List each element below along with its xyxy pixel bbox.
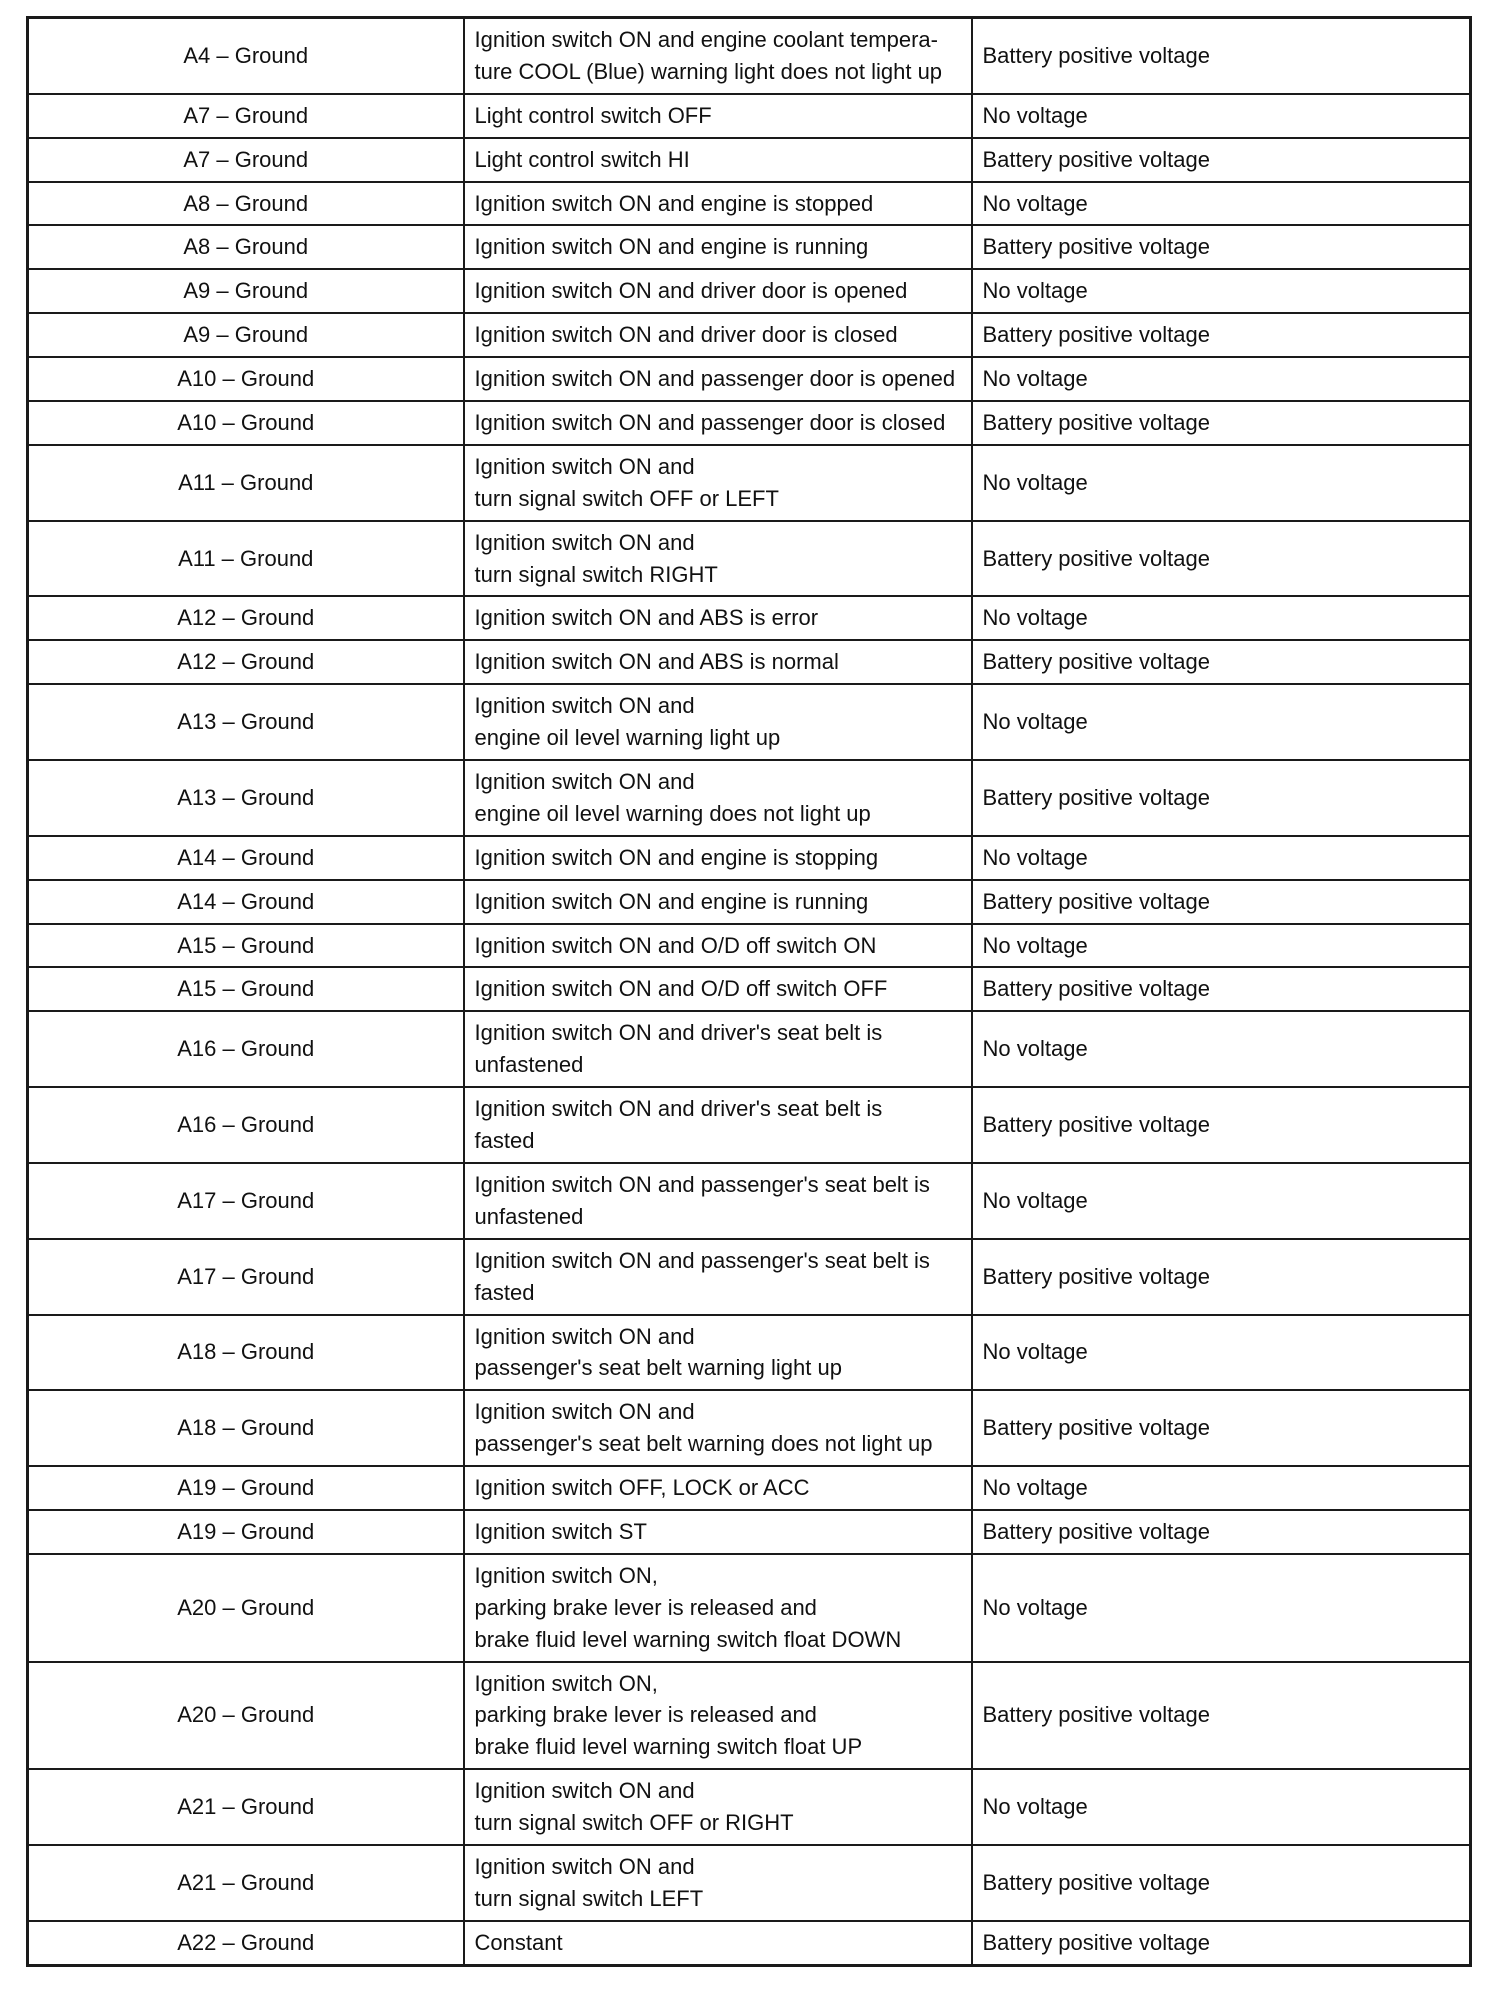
specified-condition-cell: Battery positive voltage [972, 18, 1471, 94]
condition-cell: Ignition switch ON and driver's seat belt is fasted [464, 1087, 972, 1163]
table-row [28, 1510, 1471, 1554]
specified-condition-cell: Battery positive voltage [972, 138, 1471, 182]
table-row [28, 640, 1471, 684]
table-row [28, 760, 1471, 836]
table-row [28, 967, 1471, 1011]
specified-condition-cell: Battery positive voltage [972, 760, 1471, 836]
specified-condition-cell: Battery positive voltage [972, 1390, 1471, 1466]
condition-cell: Ignition switch ON and passenger's seat belt warning light up [464, 1315, 972, 1391]
table-row [28, 1087, 1471, 1163]
table-row [28, 1662, 1471, 1770]
specified-condition-cell: No voltage [972, 684, 1471, 760]
condition-cell: Ignition switch ON and O/D off switch ON [464, 924, 972, 968]
condition-cell: Ignition switch ON and passenger's seat belt warning does not light up [464, 1390, 972, 1466]
condition-cell: Ignition switch ON and driver's seat belt is unfastened [464, 1011, 972, 1087]
condition-cell: Ignition switch ON and passenger's seat belt is unfastened [464, 1163, 972, 1239]
table-row [28, 1769, 1471, 1845]
condition-cell: Ignition switch ON, parking brake lever is released and brake fluid level warning switch float UP [464, 1662, 972, 1770]
table-row [28, 313, 1471, 357]
specified-condition-cell: No voltage [972, 1163, 1471, 1239]
specified-condition-cell: Battery positive voltage [972, 640, 1471, 684]
table-row [28, 1239, 1471, 1315]
terminal-cell: A9 – Ground [28, 313, 464, 357]
table-row [28, 1554, 1471, 1662]
specified-condition-cell: Battery positive voltage [972, 313, 1471, 357]
table-row [28, 357, 1471, 401]
terminal-cell: A16 – Ground [28, 1011, 464, 1087]
condition-cell: Light control switch OFF [464, 94, 972, 138]
table-row [28, 1921, 1471, 1965]
specified-condition-cell: Battery positive voltage [972, 401, 1471, 445]
table-row [28, 1845, 1471, 1921]
condition-cell: Ignition switch ON and engine coolant tempera- ture COOL (Blue) warning light does not light up [464, 18, 972, 94]
condition-cell: Ignition switch ON and engine oil level warning does not light up [464, 760, 972, 836]
specified-condition-cell: Battery positive voltage [972, 1845, 1471, 1921]
condition-cell: Ignition switch ON and engine is stopping [464, 836, 972, 880]
terminal-cell: A8 – Ground [28, 182, 464, 226]
terminal-cell: A21 – Ground [28, 1845, 464, 1921]
table-row [28, 18, 1471, 94]
table-row [28, 596, 1471, 640]
condition-cell: Ignition switch ON, parking brake lever is released and brake fluid level warning switch float DOWN [464, 1554, 972, 1662]
specified-condition-cell: Battery positive voltage [972, 967, 1471, 1011]
specified-condition-cell: Battery positive voltage [972, 1921, 1471, 1965]
terminal-cell: A17 – Ground [28, 1239, 464, 1315]
specified-condition-cell: Battery positive voltage [972, 1662, 1471, 1770]
specified-condition-cell: No voltage [972, 1554, 1471, 1662]
table-row [28, 684, 1471, 760]
condition-cell: Ignition switch ON and driver door is opened [464, 269, 972, 313]
table-row [28, 138, 1471, 182]
condition-cell: Constant [464, 1921, 972, 1965]
specified-condition-cell: No voltage [972, 269, 1471, 313]
terminal-cell: A20 – Ground [28, 1554, 464, 1662]
specified-condition-cell: No voltage [972, 357, 1471, 401]
terminal-cell: A12 – Ground [28, 596, 464, 640]
terminal-cell: A15 – Ground [28, 924, 464, 968]
specified-condition-cell: Battery positive voltage [972, 1239, 1471, 1315]
specified-condition-cell: No voltage [972, 445, 1471, 521]
specified-condition-cell: No voltage [972, 182, 1471, 226]
terminal-cell: A8 – Ground [28, 225, 464, 269]
table-row [28, 182, 1471, 226]
condition-cell: Ignition switch ON and engine is running [464, 225, 972, 269]
table-row [28, 924, 1471, 968]
table-row [28, 1011, 1471, 1087]
condition-cell: Light control switch HI [464, 138, 972, 182]
condition-cell: Ignition switch ON and engine is running [464, 880, 972, 924]
terminal-cell: A12 – Ground [28, 640, 464, 684]
specified-condition-cell: Battery positive voltage [972, 225, 1471, 269]
condition-cell: Ignition switch ON and passenger door is opened [464, 357, 972, 401]
terminal-cell: A10 – Ground [28, 401, 464, 445]
terminal-cell: A18 – Ground [28, 1315, 464, 1391]
table-row [28, 836, 1471, 880]
terminal-cell: A7 – Ground [28, 138, 464, 182]
terminal-cell: A22 – Ground [28, 1921, 464, 1965]
table-row [28, 1390, 1471, 1466]
terminal-cell: A14 – Ground [28, 880, 464, 924]
terminal-cell: A13 – Ground [28, 760, 464, 836]
condition-cell: Ignition switch ON and driver door is closed [464, 313, 972, 357]
table-row [28, 269, 1471, 313]
specified-condition-cell: No voltage [972, 836, 1471, 880]
terminal-cell: A4 – Ground [28, 18, 464, 94]
terminal-cell: A20 – Ground [28, 1662, 464, 1770]
condition-cell: Ignition switch ON and turn signal switch OFF or RIGHT [464, 1769, 972, 1845]
terminal-cell: A9 – Ground [28, 269, 464, 313]
specified-condition-cell: No voltage [972, 1315, 1471, 1391]
terminal-voltage-table [26, 16, 1472, 1967]
table-row [28, 521, 1471, 597]
condition-cell: Ignition switch ON and O/D off switch OFF [464, 967, 972, 1011]
specified-condition-cell: No voltage [972, 94, 1471, 138]
terminal-voltage-table-container [26, 16, 1472, 1967]
specified-condition-cell: Battery positive voltage [972, 880, 1471, 924]
condition-cell: Ignition switch OFF, LOCK or ACC [464, 1466, 972, 1510]
terminal-cell: A16 – Ground [28, 1087, 464, 1163]
specified-condition-cell: No voltage [972, 596, 1471, 640]
table-row [28, 1163, 1471, 1239]
specified-condition-cell: Battery positive voltage [972, 1087, 1471, 1163]
condition-cell: Ignition switch ON and turn signal switch LEFT [464, 1845, 972, 1921]
condition-cell: Ignition switch ON and ABS is error [464, 596, 972, 640]
specified-condition-cell: No voltage [972, 924, 1471, 968]
condition-cell: Ignition switch ON and ABS is normal [464, 640, 972, 684]
terminal-cell: A11 – Ground [28, 521, 464, 597]
table-row [28, 880, 1471, 924]
table-row [28, 1466, 1471, 1510]
table-row [28, 445, 1471, 521]
specified-condition-cell: Battery positive voltage [972, 1510, 1471, 1554]
terminal-cell: A17 – Ground [28, 1163, 464, 1239]
condition-cell: Ignition switch ON and passenger door is closed [464, 401, 972, 445]
terminal-cell: A13 – Ground [28, 684, 464, 760]
table-row [28, 401, 1471, 445]
table-body [28, 18, 1471, 1966]
condition-cell: Ignition switch ON and turn signal switch RIGHT [464, 521, 972, 597]
condition-cell: Ignition switch ST [464, 1510, 972, 1554]
terminal-cell: A18 – Ground [28, 1390, 464, 1466]
condition-cell: Ignition switch ON and passenger's seat belt is fasted [464, 1239, 972, 1315]
specified-condition-cell: No voltage [972, 1011, 1471, 1087]
table-row [28, 1315, 1471, 1391]
table-row [28, 225, 1471, 269]
specified-condition-cell: No voltage [972, 1466, 1471, 1510]
terminal-cell: A19 – Ground [28, 1466, 464, 1510]
terminal-cell: A7 – Ground [28, 94, 464, 138]
condition-cell: Ignition switch ON and turn signal switch OFF or LEFT [464, 445, 972, 521]
terminal-cell: A19 – Ground [28, 1510, 464, 1554]
specified-condition-cell: Battery positive voltage [972, 521, 1471, 597]
terminal-cell: A14 – Ground [28, 836, 464, 880]
terminal-cell: A21 – Ground [28, 1769, 464, 1845]
condition-cell: Ignition switch ON and engine oil level warning light up [464, 684, 972, 760]
condition-cell: Ignition switch ON and engine is stopped [464, 182, 972, 226]
terminal-cell: A11 – Ground [28, 445, 464, 521]
terminal-cell: A10 – Ground [28, 357, 464, 401]
table-row [28, 94, 1471, 138]
terminal-cell: A15 – Ground [28, 967, 464, 1011]
specified-condition-cell: No voltage [972, 1769, 1471, 1845]
